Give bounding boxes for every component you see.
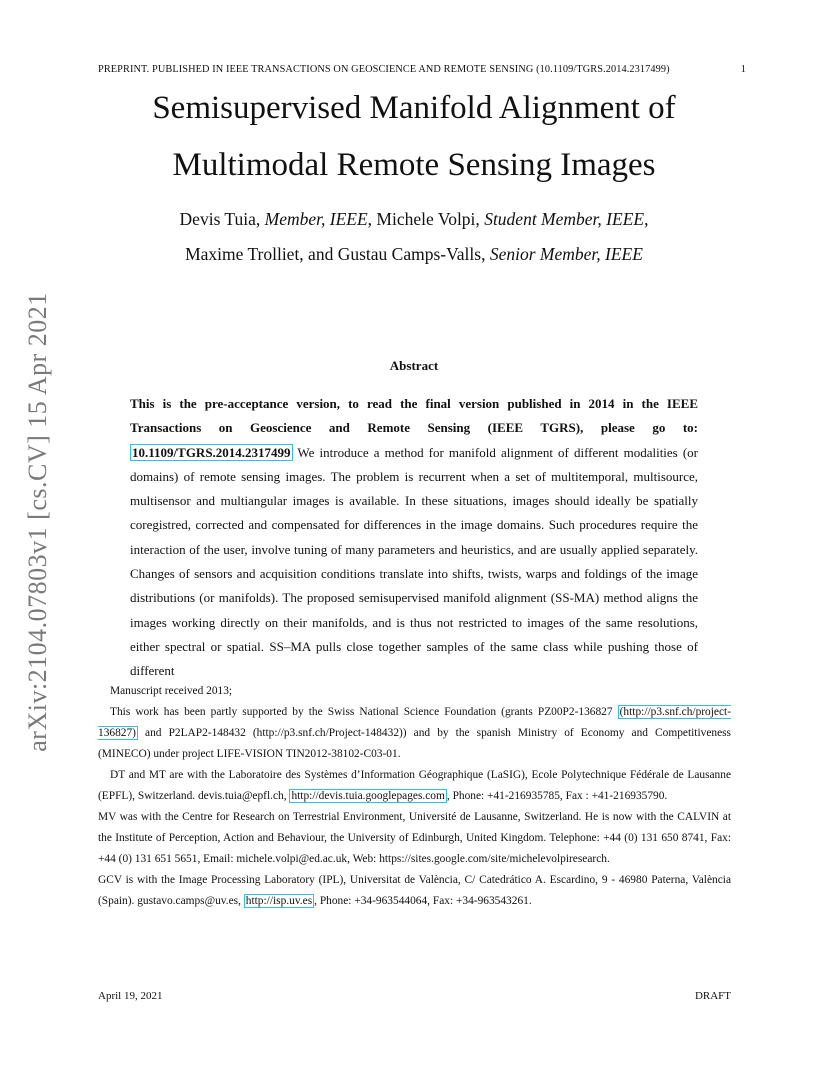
footer-date: April 19, 2021 <box>98 990 163 1002</box>
footnote-text: , Phone: +34-963544064, Fax: +34-963543261. <box>314 895 532 907</box>
author-role: Senior Member, IEEE <box>489 244 643 264</box>
footer-status: DRAFT <box>694 990 731 1002</box>
footnote-mv: MV was with the Centre for Research on Terrestrial Environment, Université de Lausanne, Switzerland. He is now with the CALVIN at the Institute of Perception, Action and Behaviour, the University of Edinburgh, United Kingdom. Telephone: +44 (0) 131 650 8741, Fax: +44 (0) 131 651 5651, Email: michele.volpi@ed.ac.uk, Web: https://sites.google.com/site/michelevolpiresearch. <box>98 811 731 865</box>
running-header <box>98 64 746 75</box>
footnote-funding <box>98 702 731 765</box>
author-name: Devis Tuia, <box>179 209 265 229</box>
footnote-text: and P2LAP2-148432 (http://p3.snf.ch/Project-148432)) and by the spanish Ministry of Economy and Competitiveness (MINECO) under project LIFE-VISION TIN2012-38102-C03-01. <box>98 727 731 760</box>
homepage-link[interactable]: http://devis.tuia.googlepages.com <box>291 790 445 802</box>
author-name: Maxime Trolliet, and Gustau Camps-Valls, <box>185 244 490 264</box>
authors-line-2 <box>0 244 828 265</box>
author-role: Student Member, IEEE <box>484 209 645 229</box>
author-name: , Michele Volpi, <box>367 209 485 229</box>
footnote-text: GCV is with the Image Processing Laboratory (IPL), Universitat de València, C/ Catedrático A. Escardino, 9 - 46980 Paterna, València (Spain). gustavo.camps@uv.es, <box>98 874 731 907</box>
running-title: PREPRINT. PUBLISHED IN IEEE TRANSACTIONS ON GEOSCIENCE AND REMOTE SENSING (10.1109/TGRS.2014.2317499) <box>98 64 670 75</box>
isp-link[interactable]: http://isp.uv.es <box>245 895 313 907</box>
preprint-note: This is the pre-acceptance version, to read the final version published in 2014 in the IEEE Transactions on Geoscience and Remote Sensing (IEEE TGRS), please go to: <box>130 396 698 436</box>
snf-project-link[interactable]: (http://p3.snf.ch/project-136827) <box>98 706 731 739</box>
footnote-text: , Phone: +41-216935785, Fax : +41-216935790. <box>446 790 668 802</box>
author-role: Member, IEEE <box>264 209 368 229</box>
abstract-heading: Abstract <box>389 358 439 373</box>
footnote-dt-mt <box>98 765 731 807</box>
page-number: 1 <box>740 64 746 75</box>
arxiv-identifier[interactable]: arXiv:2104.07803v1 [cs.CV] 15 Apr 2021 <box>23 292 52 752</box>
doi-link[interactable]: 10.1109/TGRS.2014.2317499 <box>132 444 291 460</box>
footnotes <box>98 681 731 912</box>
authors-line-1 <box>0 209 828 230</box>
abstract-body <box>130 392 698 684</box>
footnote-text: This work has been partly supported by the Swiss National Science Foundation (grants PZ00P2-136827 <box>110 706 618 718</box>
paper-title-line-2: Multimodal Remote Sensing Images <box>172 147 656 183</box>
author-separator: , <box>644 209 649 229</box>
footnote-received: Manuscript received 2013; <box>110 685 233 697</box>
paper-title-line-1: Semisupervised Manifold Alignment of <box>152 90 676 126</box>
abstract-text: We introduce a method for manifold alignment of different modalities (or domains) of remote sensing images. The problem is recurrent when a set of multitemporal, multisource, multisensor and multiangular images is available. In these situations, images should ideally be spatially coregistred, corrected and compensated for differences in the image domains. Such procedures require the interaction of the user, involve tuning of many parameters and heuristics, and are usually applied separately. Changes of sensors and acquisition conditions translate into shifts, twists, warps and foldings of the image distributions (or manifolds). The proposed semisupervised manifold alignment (SS-MA) method aligns the images working directly on their manifolds, and is thus not restricted to images of the same resolutions, either spectral or spatial. SS–MA pulls close together samples of the same class while pushing those of different <box>130 444 698 679</box>
footnote-gcv <box>98 870 731 912</box>
footnote-text: DT and MT are with the Laboratoire des Systèmes d’Information Géographique (LaSIG), Ecole Polytechnique Fédérale de Lausanne (EPFL), Switzerland. devis.tuia@epfl.ch, <box>98 769 731 802</box>
